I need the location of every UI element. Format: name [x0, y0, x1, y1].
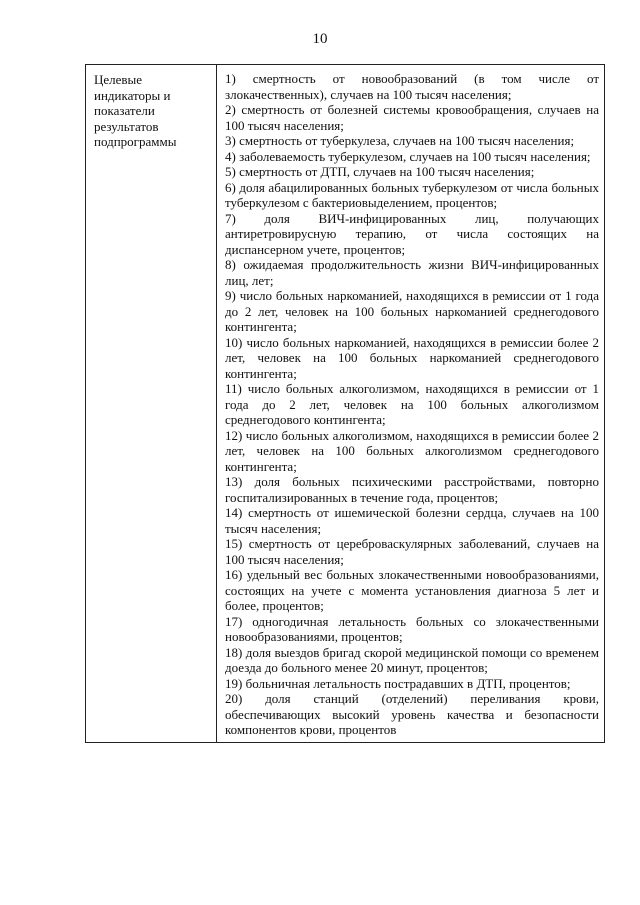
list-item: 6) доля абацилированных больных туберкулезом от числа больных туберкулезом с бактериовыделением, процентов; [225, 179, 599, 210]
list-item: 1) смертность от новообразований (в том числе от злокачественных), случаев на 100 тысяч населения; [225, 71, 599, 102]
list-item: 17) одногодичная летальность больных со злокачественными новообразованиями, процентов; [225, 613, 599, 644]
list-item: 11) число больных алкоголизмом, находящихся в ремиссии от 1 года до 2 лет, человек на 100 больных алкоголизмом среднегодового контингента; [225, 381, 599, 427]
list-item: 16) удельный вес больных злокачественными новообразованиями, состоящих на учете с момента установления диагноза 5 лет и более, процентов; [225, 567, 599, 613]
table-row [86, 65, 605, 743]
label-cell [86, 65, 217, 743]
list-item: 5) смертность от ДТП, случаев на 100 тысяч населения; [225, 164, 535, 179]
label-line: результатов [94, 118, 159, 134]
list-item: 9) число больных наркоманией, находящихся в ремиссии от 1 года до 2 лет, человек на 100 больных наркоманией среднегодового контингента; [225, 288, 599, 334]
list-item: 7) доля ВИЧ-инфицированных лиц, получающих антиретровирусную терапию, от числа состоящих на диспансерном учете, процентов; [225, 210, 599, 257]
list-item: 18) доля выездов бригад скорой медицинской помощи со временем доезда до больного менее 20 минут, процентов; [225, 644, 599, 675]
indicators-list [217, 65, 605, 743]
label-line: показатели [94, 103, 155, 119]
list-item: 15) смертность от цереброваскулярных заболеваний, случаев на 100 тысяч населения; [225, 536, 599, 567]
list-item: 12) число больных алкоголизмом, находящихся в ремиссии более 2 лет, человек на 100 больных алкоголизмом среднегодового контингента; [225, 427, 599, 474]
list-item: 13) доля больных психическими расстройствами, повторно госпитализированных в течение года, процентов; [225, 474, 599, 505]
page-number: 10 [312, 31, 328, 47]
list-item: 3) смертность от туберкулеза, случаев на 100 тысяч населения; [225, 133, 575, 148]
list-item: 10) число больных наркоманией, находящихся в ремиссии более 2 лет, человек на 100 больных наркоманией среднегодового контингента; [225, 334, 599, 381]
list-item: 8) ожидаемая продолжительность жизни ВИЧ-инфицированных лиц, лет; [225, 257, 599, 288]
label-line: Целевые [94, 72, 143, 87]
list-item: 20) доля станций (отделений) переливания крови, обеспечивающих высокий уровень качества и безопасности компонентов крови, процентов [225, 691, 599, 737]
list-item: 4) заболеваемость туберкулезом, случаев на 100 тысяч населения; [225, 148, 591, 164]
list-item: 2) смертность от болезней системы кровообращения, случаев на 100 тысяч населения; [225, 102, 599, 133]
label-line: подпрограммы [94, 134, 177, 150]
list-item: 19) больничная летальность пострадавших в ДТП, процентов; [225, 675, 571, 691]
list-item: 14) смертность от ишемической болезни сердца, случаев на 100 тысяч населения; [225, 505, 599, 536]
label-line: индикаторы и [94, 87, 171, 103]
indicators-table [85, 64, 605, 743]
